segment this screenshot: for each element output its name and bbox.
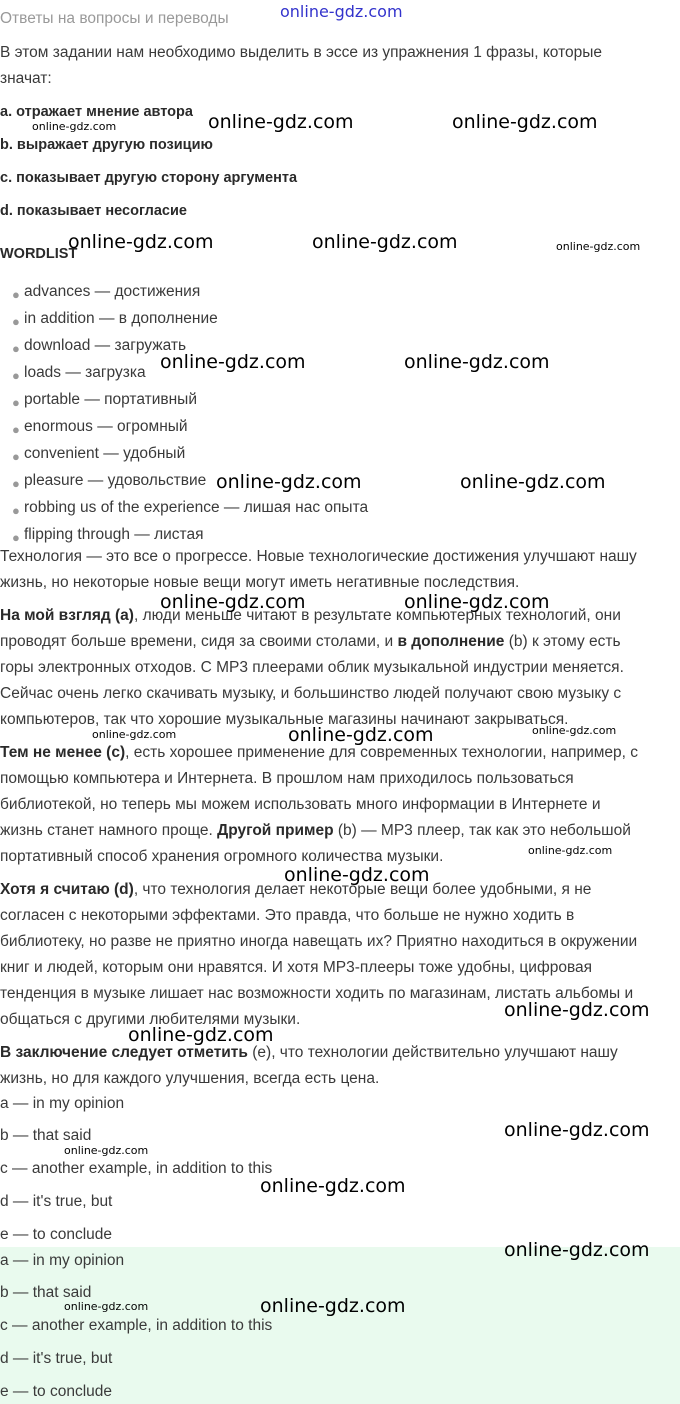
essay-line: книг и людей, которым они нравятся. И хотя MP3-плееры тоже удобны, цифровая <box>0 959 593 976</box>
bullet-icon: ● <box>12 422 20 437</box>
bullet-icon: ● <box>12 287 20 302</box>
answer-box-line: e — to conclude <box>0 1383 113 1400</box>
bullet-icon: ● <box>12 341 20 356</box>
answer-line: b — that said <box>0 1127 92 1144</box>
essay-line: библиотекой, но теперь мы можем использовать много информации в Интернете и <box>0 796 601 813</box>
watermark: online-gdz.com <box>160 351 306 373</box>
essay-line: библиотеку, но разве не приятно иногда навещать их? Приятно находиться в окружении <box>0 933 638 950</box>
watermark: online-gdz.com <box>92 728 177 741</box>
wordlist-item: portable — портативный <box>24 391 197 408</box>
watermark: online-gdz.com <box>404 351 550 373</box>
bullet-icon: ● <box>12 503 20 518</box>
watermark: online-gdz.com <box>556 240 641 253</box>
watermark: online-gdz.com <box>160 591 306 613</box>
wordlist-item: download — загружать <box>24 337 187 354</box>
wordlist-title: WORDLIST <box>0 246 78 262</box>
watermark: online-gdz.com <box>504 1239 650 1261</box>
watermark: online-gdz.com <box>260 1175 406 1197</box>
essay-line: портативный способ хранения огромного количества музыки. <box>0 848 444 865</box>
essay-line: проводят больше времени, сидя за своими столами, и в дополнение (b) к этому есть <box>0 633 621 650</box>
wordlist-item: loads — загрузка <box>24 364 146 381</box>
essay-line: В заключение следует отметить (е), что технологии действительно улучшают нашу <box>0 1044 618 1061</box>
answer-line: c — another example, in addition to this <box>0 1160 273 1177</box>
essay-line: На мой взгляд (а), люди меньше читают в результате компьютерных технологий, они <box>0 607 621 624</box>
bullet-icon: ● <box>12 449 20 464</box>
watermark: online-gdz.com <box>504 999 650 1021</box>
watermark: online-gdz.com <box>460 471 606 493</box>
phrase-in-my-opinion: На мой взгляд (а) <box>0 607 134 624</box>
bullet-icon: ● <box>12 395 20 410</box>
watermark: online-gdz.com <box>312 231 458 253</box>
phrase-in-conclusion: В заключение следует отметить <box>0 1044 248 1061</box>
watermark: online-gdz.com <box>528 844 613 857</box>
watermark: online-gdz.com <box>260 1295 406 1317</box>
watermark: online-gdz.com <box>452 111 598 133</box>
watermark: online-gdz.com <box>128 1024 274 1046</box>
watermark: online-gdz.com <box>284 864 430 886</box>
wordlist-item: advances — достижения <box>24 283 201 300</box>
wordlist-item: pleasure — удовольствие <box>24 472 207 489</box>
bullet-icon: ● <box>12 476 20 491</box>
essay-line: компьютеров, так что хорошие музыкальные магазины начинают закрываться. <box>0 711 569 728</box>
answer-box-line: d — it's true, but <box>0 1350 113 1367</box>
answer-box-line: a — in my opinion <box>0 1252 125 1269</box>
watermark: online-gdz.com <box>32 120 117 133</box>
watermark: online-gdz.com <box>216 471 362 493</box>
watermark: online-gdz.com <box>64 1300 149 1313</box>
watermark: online-gdz.com <box>504 1119 650 1141</box>
answer-line: a — in my opinion <box>0 1095 125 1112</box>
essay-line: Технология — это все о прогрессе. Новые технологические достижения улучшают нашу <box>0 548 637 565</box>
wordlist-item: convenient — удобный <box>24 445 186 462</box>
answer-line: e — to conclude <box>0 1226 113 1243</box>
watermark: online-gdz.com <box>288 724 434 746</box>
partial-heading: Ответы на вопросы и переводы <box>0 10 229 27</box>
phrase-although: Хотя я считаю (d) <box>0 881 134 898</box>
wordlist-item: enormous — огромный <box>24 418 188 435</box>
essay-line: жизнь, но некоторые новые вещи могут иметь негативные последствия. <box>0 574 520 591</box>
watermark: online-gdz.com <box>208 111 354 133</box>
option-a: a. отражает мнение автора <box>0 104 193 120</box>
answer-line: d — it's true, but <box>0 1193 113 1210</box>
essay-line: тенденция в музыке лишает нас возможности ходить по магазинам, листать альбомы и <box>0 985 634 1002</box>
answer-box-line: b — that said <box>0 1284 92 1301</box>
essay-line: общаться с другими любителями музыки. <box>0 1011 301 1028</box>
essay-line: Тем не менее (с), есть хорошее применение для современных технологии, например, с <box>0 744 639 761</box>
essay-line: согласен с некоторыми эффектами. Это правда, что больше не нужно ходить в <box>0 907 575 924</box>
watermark: online-gdz.com <box>532 724 617 737</box>
bullet-icon: ● <box>12 530 20 545</box>
phrase-another-example: Другой пример <box>217 822 334 839</box>
essay-line: горы электронных отходов. С MP3 плеерами облик музыкальной индустрии меняется. <box>0 659 624 676</box>
watermark: online-gdz.com <box>64 1144 149 1157</box>
essay-line: Сейчас очень легко скачивать музыку, и большинство людей получают свою музыку с <box>0 685 622 702</box>
watermark: online-gdz.com <box>404 591 550 613</box>
option-b: b. выражает другую позицию <box>0 137 213 153</box>
essay-line: помощью компьютера и Интернета. В прошлом нам приходилось пользоваться <box>0 770 574 787</box>
bullet-icon: ● <box>12 368 20 383</box>
option-c: c. показывает другую сторону аргумента <box>0 170 298 186</box>
wordlist-item: in addition — в дополнение <box>24 310 218 327</box>
essay-line: жизнь станет намного проще. Другой пример (b) — MP3 плеер, так как это небольшой <box>0 822 631 839</box>
wordlist-item: flipping through — листая <box>24 526 204 543</box>
task-intro-line-1: В этом задании нам необходимо выделить в эссе из упражнения 1 фразы, которые <box>0 44 603 61</box>
essay-line: Хотя я считаю (d), что технология делает некоторые вещи более удобными, я не <box>0 881 592 898</box>
watermark: online-gdz.com <box>68 231 214 253</box>
phrase-in-addition: в дополнение <box>397 633 505 650</box>
watermark: online-gdz.com <box>280 2 403 21</box>
answer-box-line: c — another example, in addition to this <box>0 1317 273 1334</box>
wordlist-item: robbing us of the experience — лишая нас опыта <box>24 499 369 516</box>
phrase-however: Тем не менее (с) <box>0 744 126 761</box>
bullet-icon: ● <box>12 314 20 329</box>
essay-line: жизнь, но для каждого улучшения, всегда есть цена. <box>0 1070 380 1087</box>
option-d: d. показывает несогласие <box>0 203 187 219</box>
task-intro-line-2: значат: <box>0 70 52 87</box>
